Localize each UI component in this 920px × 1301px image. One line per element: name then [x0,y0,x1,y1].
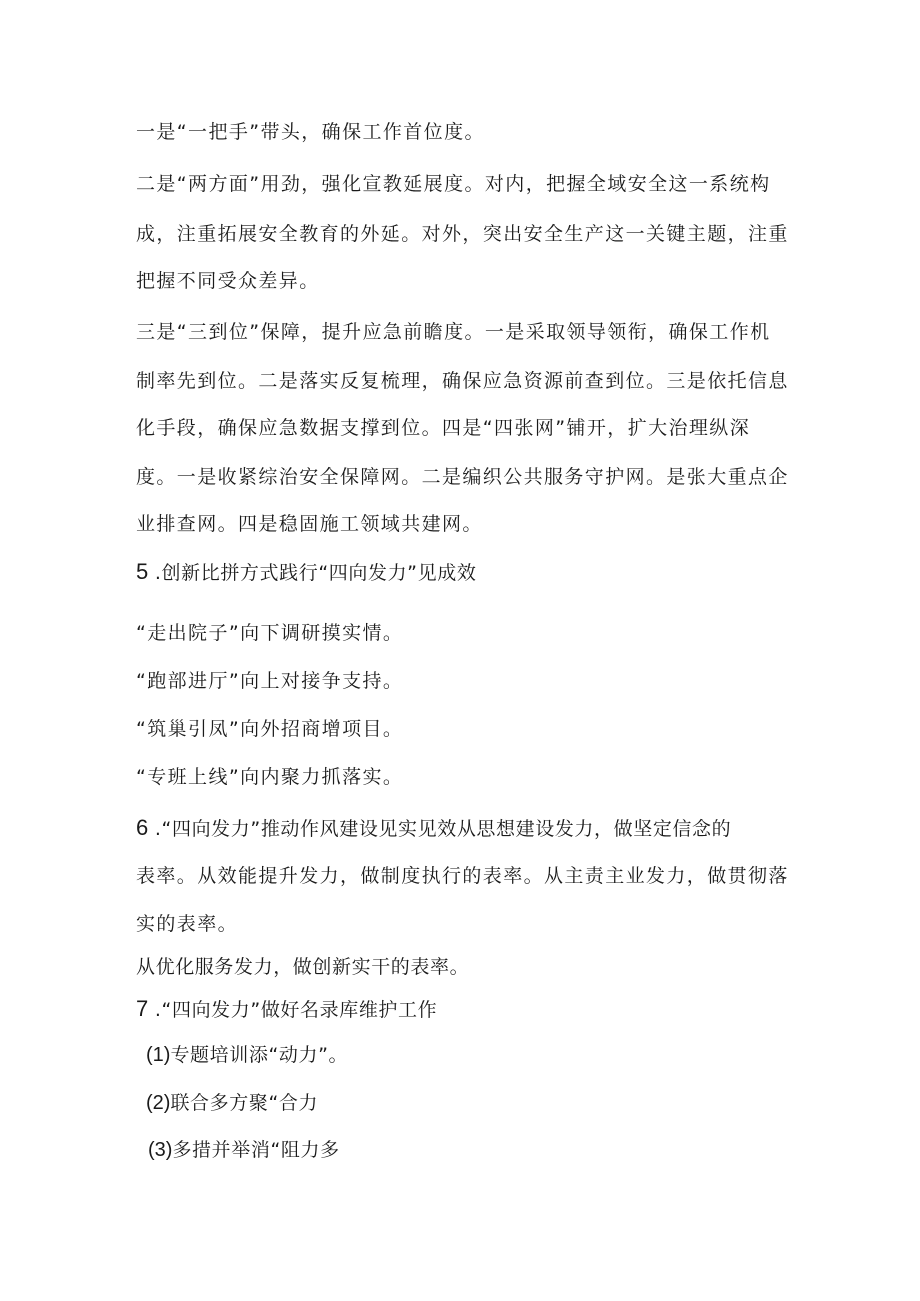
section-7-item-3-marker: (3) [148,1139,173,1161]
section-7-title: .“四向发力”做好名录库维护工作 [148,999,438,1021]
section-7-item-1-marker: (1) [146,1044,171,1066]
paragraph-line-5: 三是“三到位”保障，提升应急前瞻度。一是采取领导领衔，确保工作机 [136,321,771,343]
paragraph-line-1: 一是“一把手”带头，确保工作首位度。 [136,121,485,143]
section-6-text: .“四向发力”推动作风建设见实见效从思想建设发力，做坚定信念的 [148,818,732,840]
section-6-line-3: 实的表率。 [136,913,239,935]
section-5-item-3: “筑巢引凤”向外招商增项目。 [136,718,404,740]
section-7-item-1-text: 专题培训添“动力”。 [170,1044,349,1066]
section-6-line-2: 表率。从效能提升发力，做制度执行的表率。从主责主业发力，做贯彻落 [136,865,789,887]
section-5-item-1: “走出院子”向下调研摸实情。 [136,622,404,644]
paragraph-line-8: 度。一是收紧综治安全保障网。二是编织公共服务守护网。是张大重点企 [136,466,789,488]
section-5-item-2: “跑部进厅”向上对接争支持。 [136,670,404,692]
section-6-number: 6 [136,815,149,840]
section-5-title: .创新比拼方式践行“四向发力”见成效 [148,562,477,584]
paragraph-line-4: 把握不同受众差异。 [136,270,320,292]
section-5-number: 5 [136,559,149,584]
paragraph-line-3: 成，注重拓展安全教育的外延。对外，突出安全生产这一关键主题，注重 [136,223,789,245]
section-5-item-4: “专班上线”向内聚力抓落实。 [136,766,404,788]
section-7-item-3-text: 多措并举消“阻力多 [172,1139,340,1161]
section-6-line-1 [136,816,731,841]
section-5-heading [136,560,476,585]
paragraph-line-6: 制率先到位。二是落实反复梳理，确保应急资源前查到位。三是依托信息 [136,370,789,392]
section-7-item-3 [148,1138,340,1162]
section-7-item-2-marker: (2) [146,1092,171,1114]
paragraph-line-7: 化手段，确保应急数据支撑到位。四是“四张网”铺开，扩大治理纵深 [136,417,751,439]
section-7-heading [136,997,437,1022]
section-7-item-2 [146,1091,318,1115]
paragraph-line-2: 二是“两方面”用劲，强化宣教延展度。对内，把握全域安全这一系统构 [136,173,771,195]
section-6-line-4: 从优化服务发力，做创新实干的表率。 [136,956,470,978]
section-7-item-1 [146,1043,348,1067]
section-7-number: 7 [136,996,149,1021]
section-7-item-2-text: 联合多方聚“合力 [170,1092,319,1114]
paragraph-line-9: 业排查网。四是稳固施工领域共建网。 [136,513,483,535]
